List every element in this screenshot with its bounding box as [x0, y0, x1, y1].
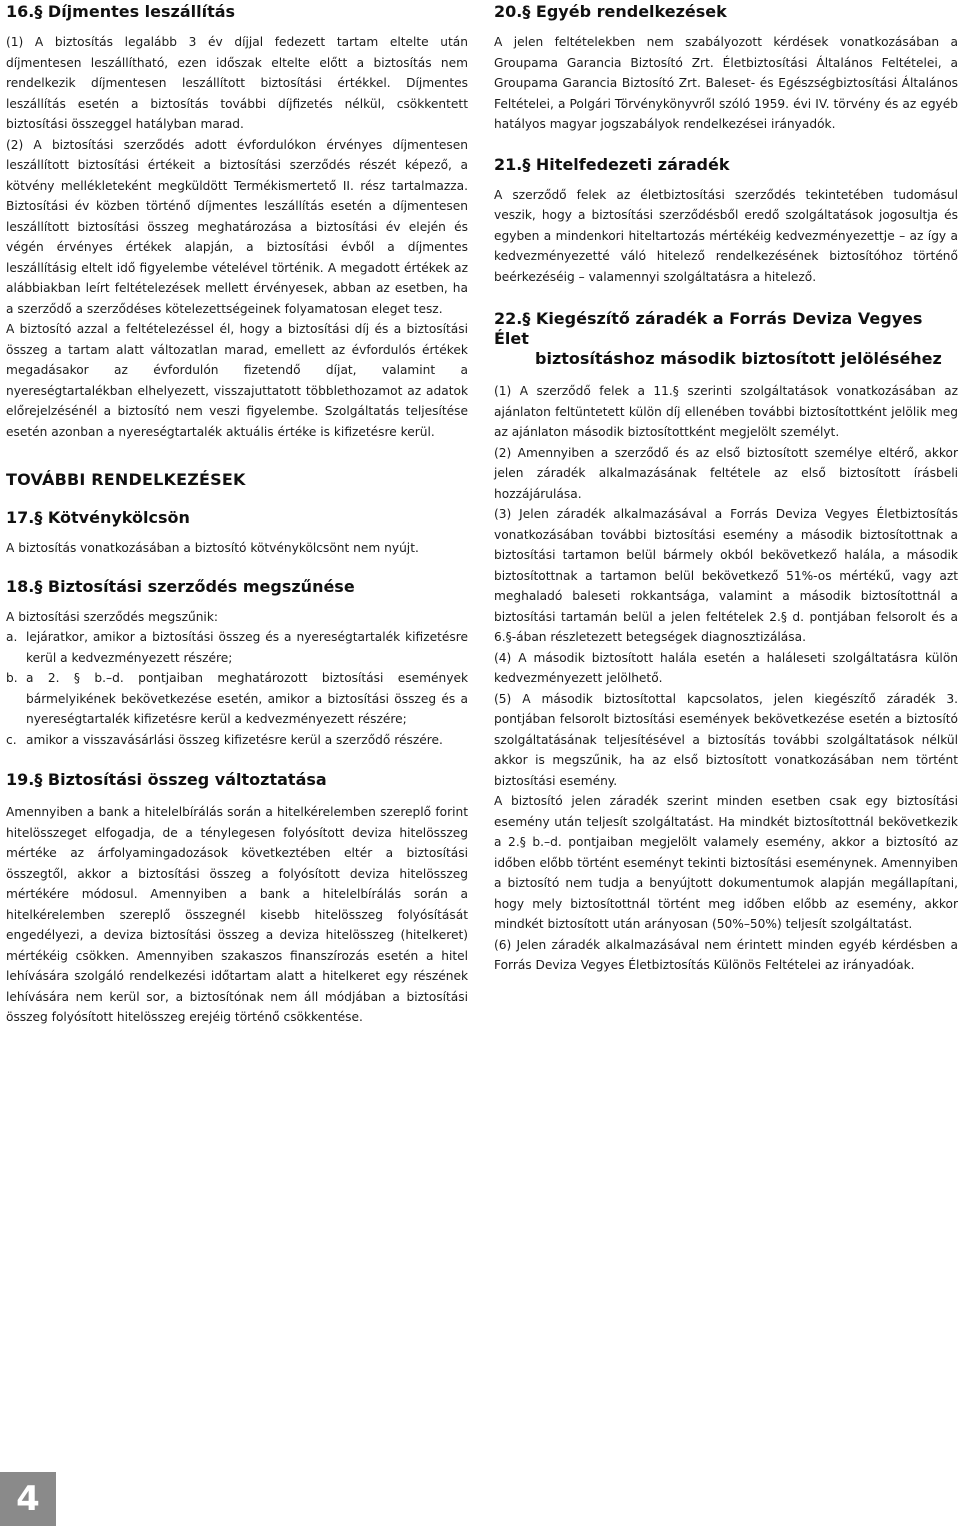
section-16-paragraph-3: A biztosító azzal a feltételezéssel él, hogy a biztosítási díj és a biztosítási összeg a tartam alatt változatlan marad, emellett az évfordulós értékek megadásakor az évfordulón fizetendő díjat, valamint a nyereségtartalékban elhelyezett, visszajuttatott többlethozamot az adatok előrejelzésénél a biztosító nem veszi figyelembe. Szolgáltatás teljesítése esetén azonban a nyereségtartalék aktuális értéke is kifizetésre kerül.	[6, 322, 468, 439]
section-22-paragraph-5: (5) A második biztosítottal kapcsolatos, jelen kiegészítő záradék 3. pontjában felsorolt biztosítási események bekövetkezése esetén a biztosító szolgáltatásának teljesítésével a biztosítás további szolgáltatások nélkül akkor is megszűnik, ha az első biztosított vonatkozásában nem történt biztosítási esemény.	[494, 691, 958, 788]
section-22-title	[494, 309, 958, 369]
section-19-paragraph: Amennyiben a bank a hitelelbírálás során a hitelkérelemben szereplő forint hitelösszeget elfogadja, de a ténylegesen folyósított deviza hitelösszeg mértéke az árfolyamingadozások következtében eltér a biztosítási összegtől, akkor a biztosítási összeg a folyósított deviza hitelösszeg mértékére módosul. Amennyiben a bank a hitelelbírálás során a hitelkérelemben szereplő összegnél kisebb hitelösszeg folyósítását engedélyezi, a deviza biztosítási összeg a deviza hitelösszeg (hitelkeret) mértékéig csökken. Amennyiben szakaszos finanszírozás esetén a hitel lehívására szolgáló rendelkezési időtartam alatt a hitelkeret egy részének lehívására nem kerül sor, a biztosítónak nem áll módjában a biztosítási összeg folyósított hitelösszeg erejéig történő csökkentése.	[6, 805, 468, 1024]
section-17-title: 17.§ Kötvénykölcsön	[6, 508, 190, 527]
list-text: a 2. § b.–d. pontjaiban meghatározott biztosítási események bármelyikének bekövetkezése esetén, amikor a biztosítási összeg és a nyereségtartalék kifizetésre kerül a kedvezményezett részére;	[26, 671, 468, 726]
list-marker: b.	[6, 671, 18, 685]
section-16-title: 16.§ Díjmentes leszállítás	[6, 2, 236, 21]
further-provisions-heading: TOVÁBBI RENDELKEZÉSEK	[6, 470, 246, 489]
page-number: 4	[0, 1472, 56, 1526]
list-marker: c.	[6, 732, 17, 747]
section-18-title: 18.§ Biztosítási szerződés megszűnése	[6, 576, 355, 596]
section-22-paragraph-4: (4) A második biztosított halála esetén a haláleseti szolgáltatásra külön kedvezményezett jelölhető.	[494, 650, 958, 685]
list-marker: a.	[6, 630, 18, 644]
section-22-paragraph-3: (3) Jelen záradék alkalmazásával a Forrás Deviza Vegyes Életbiztosítás vonatkozásában további biztosítási esemény a második biztosítottnak a biztosítási tartamon belül bármely okból bekövetkező halála, a második biztosítottnak a tartamon belül bekövetkező 51%-os mértékű, vagy azt meghaladó baleseti rokkantsága, valamint a második biztosítottnál a biztosítási tartamán belül a jelen feltételek 2.§ d. pontjában felsorolt és a 6.§-ában részletezett betegségek diagnosztizálása.	[494, 507, 958, 644]
section-17-paragraph: A biztosítás vonatkozásában a biztosító kötvénykölcsönt nem nyújt.	[6, 541, 419, 555]
list-item	[6, 668, 468, 730]
list-item	[6, 730, 468, 751]
section-22-title-line-1: 22.§ Kiegészítő záradék a Forrás Deviza Vegyes Élet	[494, 309, 923, 348]
list-text: lejáratkor, amikor a biztosítási összeg és a nyereségtartalék kifizetésre kerül a kedvezményezett részére;	[26, 630, 468, 665]
section-19-title: 19.§ Biztosítási összeg változtatása	[6, 770, 327, 789]
section-20-title: 20.§ Egyéb rendelkezések	[494, 2, 727, 21]
section-20-paragraph: A jelen feltételekben nem szabályozott kérdések vonatkozásában a Groupama Garancia Biztosító Zrt. Életbiztosítási Általános Feltételei, a Groupama Garancia Biztosító Zrt. Baleset- és Egészségbiztosítási Általános Feltételei, a Polgári Törvénykönyvről szóló 1959. évi IV. törvény és az egyéb hatályos magyar jogszabályok rendelkezései irányadók.	[494, 35, 958, 131]
section-22-paragraph-6: A biztosító jelen záradék szerint minden esetben csak egy biztosítási esemény után teljesít szolgáltatást. Ha mindkét biztosítottnál bekövetkezik a 2.§ b.–d. pontjaiban megjelölt valamely esemény, akkor a biztosító az időben előbb történt eseményt tekinti biztosítási eseménynek. Amennyiben a biztosító nem tudja a benyújtott dokumentumok alapján megállapítani, hogy mely biztosítottnál történt meg időben előbb az esemény, akkor mindkét biztosított után arányosan (50%–50%) teljesít szolgáltatást.	[494, 794, 958, 931]
section-16-paragraph-2: (2) A biztosítási szerződés adott évfordulókon érvényes díjmentesen leszállított biztosítási értékeit a biztosítási szerződés részét képező, a kötvény mellékleteként megküldött Termékismertető II. rész tartalmazza. Biztosítási év közben történő díjmentes leszállítás esetén a díjmentesen leszállított biztosítási összeg meghatározása a biztosítási év elején és végén érvényes értékek alapján, a biztosítási évből a díjmentes leszállításig eltelt idő figyelembe vételével történik. A megadott értékek az alábbiakban leírt feltételezések mellett érvényesek, abban az esetben, ha a szerződő a szerződéses kötelezettségeinek folyamatosan eleget tesz.	[6, 137, 468, 316]
section-16-paragraph-1: (1) A biztosítás legalább 3 év díjjal fedezett tartam eltelte után díjmentesen leszállítható, ezen időszak eltelte előtt a biztosítás nem rendelkezik díjmentesen leszállított biztosítási értékkel. Díjmentes leszállítás esetén a biztosítás további díjfizetés nélkül, csökkentett biztosítási összeggel hatályban marad.	[6, 35, 468, 131]
section-21-title: 21.§ Hitelfedezeti záradék	[494, 154, 730, 174]
section-22-title-line-2: biztosításhoz második biztosított jelöléséhez	[535, 349, 942, 368]
section-22-paragraph-1: (1) A szerződő felek a 11.§ szerinti szolgáltatások vonatkozásában az ajánlaton feltüntetett külön díj ellenében további biztosítottként jelölik meg az ajánlaton második biztosítottként megjelölt személyt.	[494, 384, 958, 439]
right-column	[494, 0, 958, 976]
section-22-paragraph-7: (6) Jelen záradék alkalmazásával nem érintett minden egyéb kérdésben a Forrás Deviza Vegyes Életbiztosítás Különös Feltételei az irányadóak.	[494, 937, 958, 972]
list-text: amikor a visszavásárlási összeg kifizetésre kerül a szerződő részére.	[26, 732, 443, 747]
left-column	[6, 0, 468, 1028]
list-item	[6, 627, 468, 668]
section-18-intro: A biztosítási szerződés megszűnik:	[6, 609, 218, 624]
section-22-paragraph-2: (2) Amennyiben a szerződő és az első biztosított személye eltérő, akkor jelen záradék alkalmazásának feltétele az első biztosított írásbeli hozzájárulása.	[494, 445, 958, 501]
section-21-paragraph: A szerződő felek az életbiztosítási szerződés tekintetében tudomásul veszik, hogy a biztosítási szerződésből eredő szolgáltatások jogosultja és egyben a mindenkori hiteltartozás mértékéig kedvezményezettje – az így a kedvezményezetté váló hitelező rendelkezésének biztosítóhoz történő beérkezéséig – valamennyi szolgáltatásra a hitelező.	[494, 187, 958, 284]
